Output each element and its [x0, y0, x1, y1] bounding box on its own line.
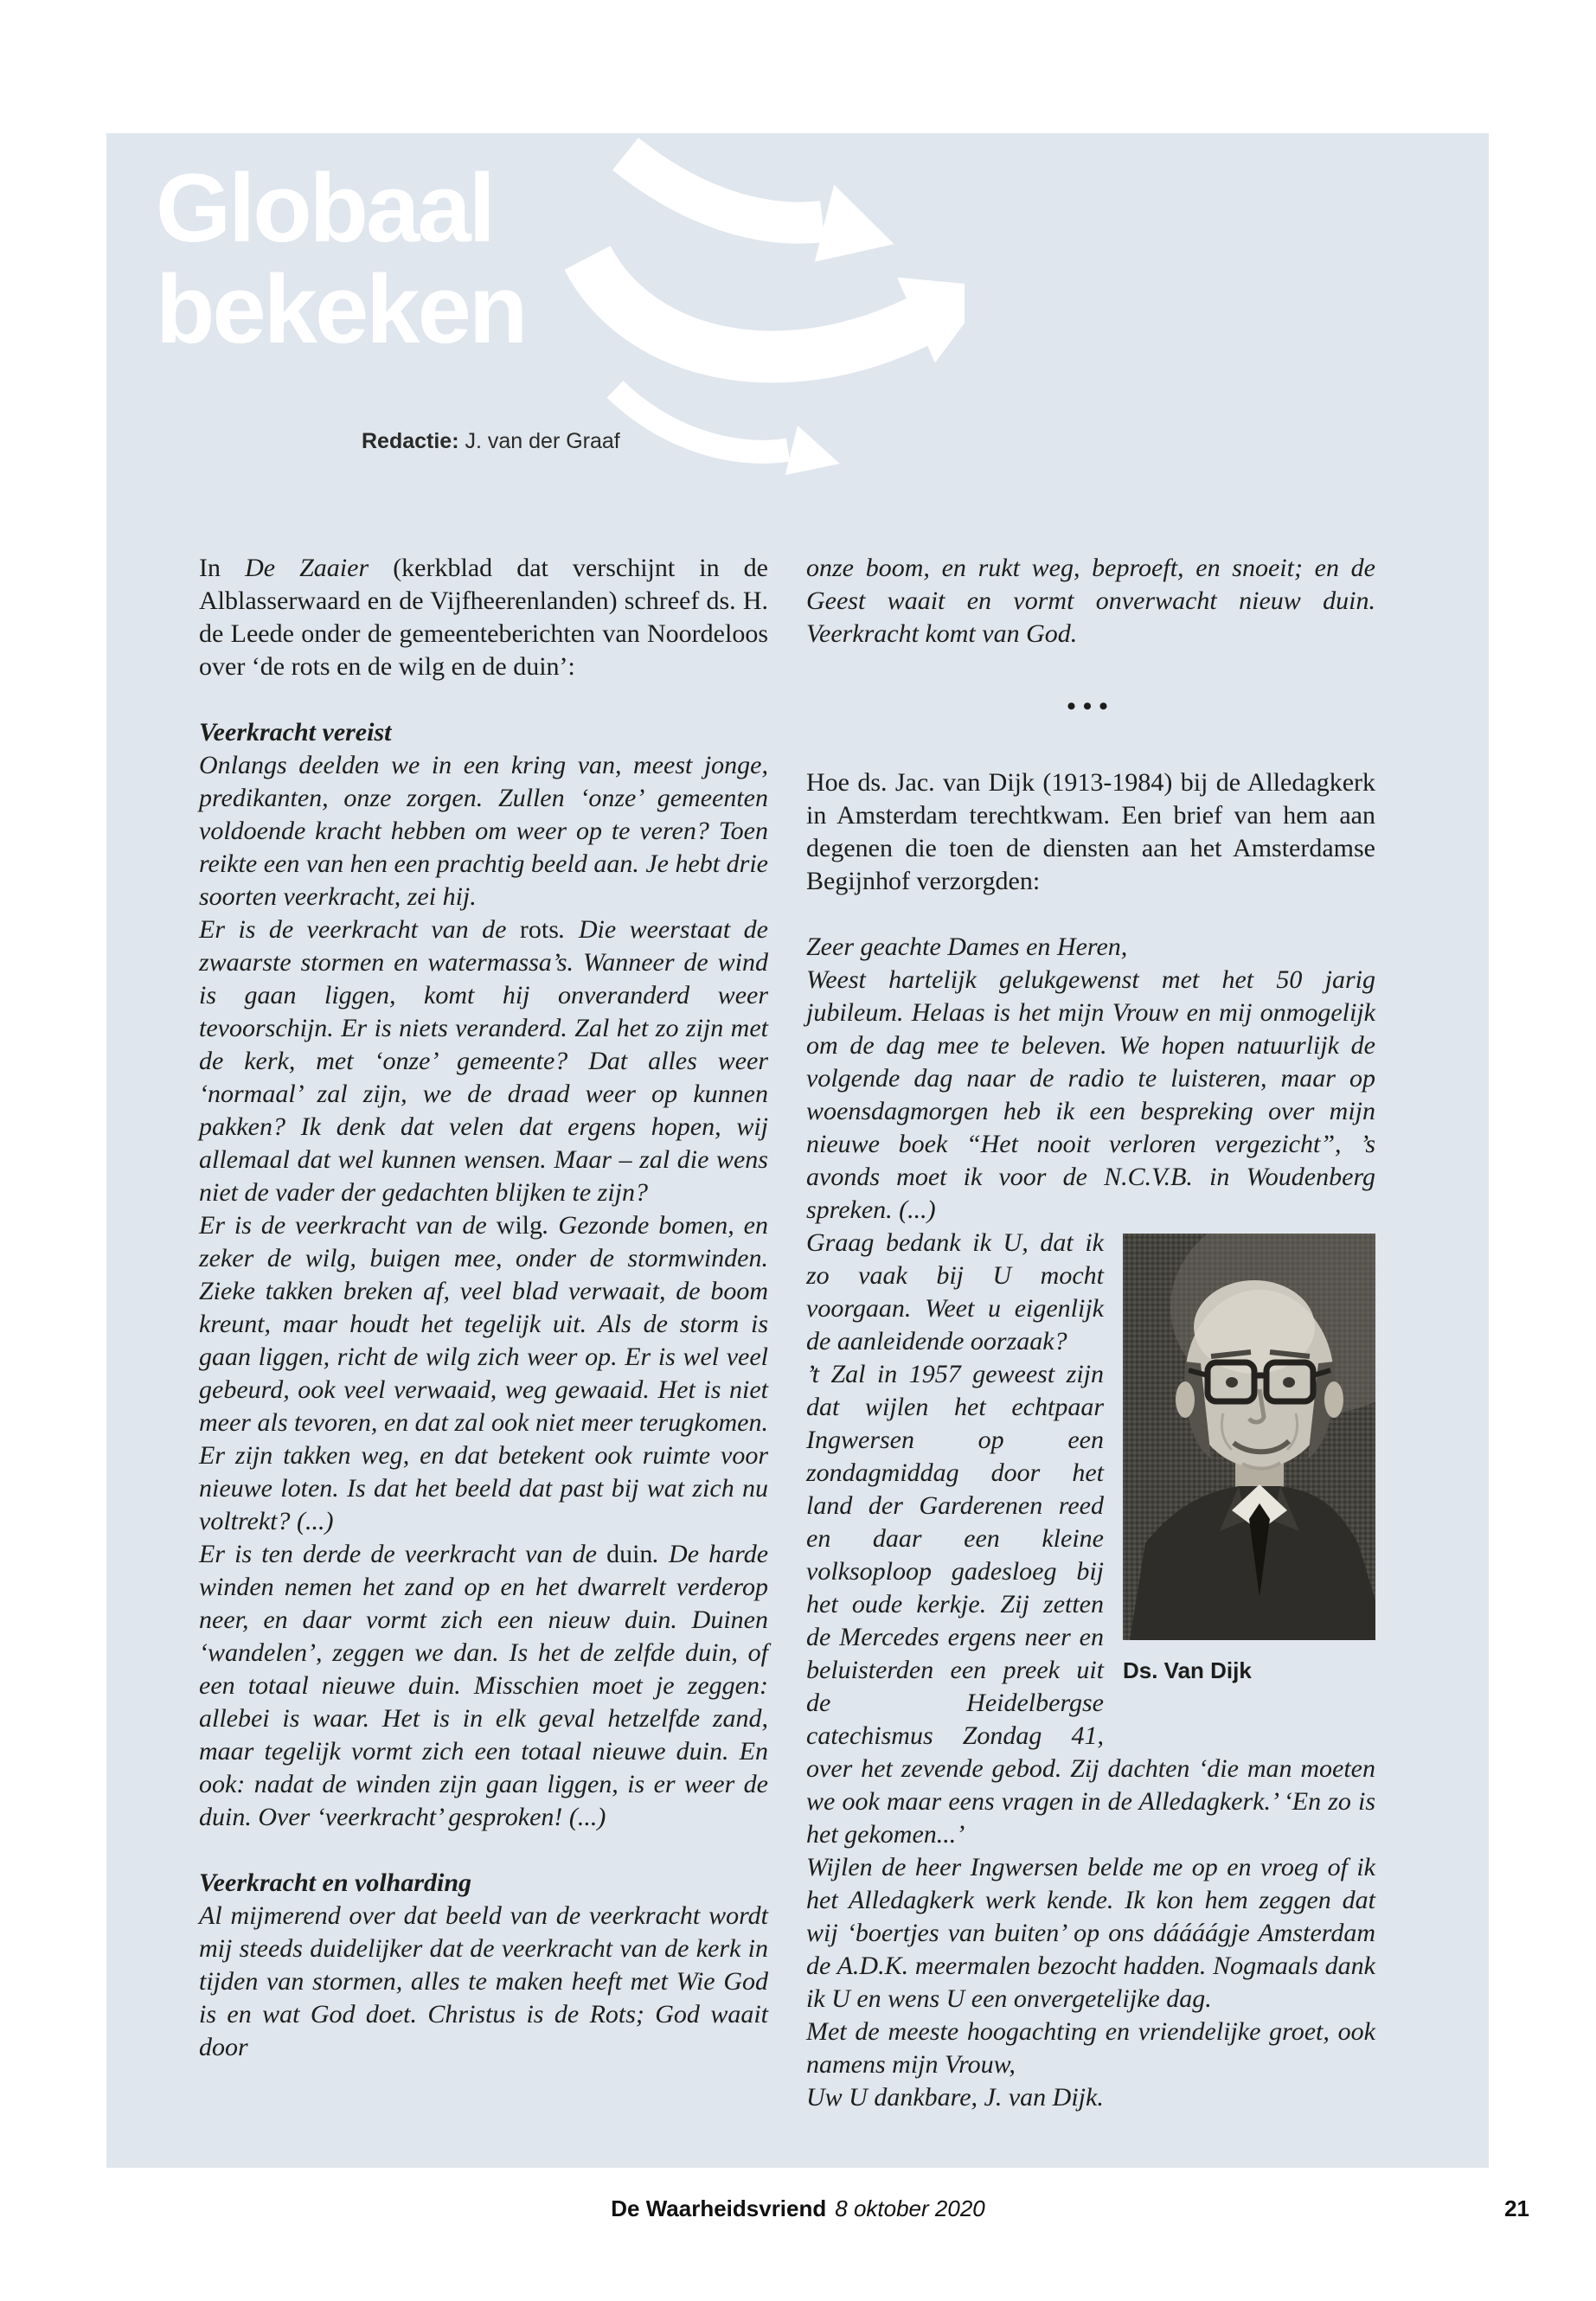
- italic-text-run: Graag bedank ik U, dat ik zo vaak bij U mocht voorgaan. Weet u eigenlijk de aanleidende oorzaak?: [806, 1228, 1104, 1356]
- page-title-line1: Globaal: [156, 154, 493, 262]
- paragraph: [199, 1900, 768, 2064]
- paragraph: [199, 552, 768, 683]
- paragraph: [806, 2081, 1375, 2114]
- roman-text-run: Hoe ds. Jac. van Dijk (1913-1984) bij de Alledagkerk in Amsterdam terechtkwam. Een brief van hem aan degenen die toen de diensten aan het Amsterdamse Begijnhof verzorgden:: [806, 768, 1375, 895]
- paragraph: [806, 964, 1375, 1227]
- right-column: [806, 552, 1375, 2114]
- paragraph: [806, 552, 1375, 651]
- left-column: [199, 552, 768, 2114]
- roman-text-run: rots: [519, 915, 559, 944]
- page-title: [156, 154, 526, 363]
- roman-text-run: (kerkblad dat verschijnt in de Alblasserwaard en de Vijfheerenlanden) schreef ds. H. de Leede onder de gemeenteberichten van Noordeloos over ‘de rots en de wilg en de duin’:: [199, 554, 768, 681]
- italic-text-run: Zeer geachte Dames en Heren,: [806, 933, 1128, 961]
- italic-text-run: Er is ten derde de veerkracht van de: [199, 1540, 607, 1568]
- roman-text-run: In: [199, 554, 246, 582]
- paragraph: [806, 766, 1375, 898]
- photo-caption: Ds. Van Dijk: [1123, 1657, 1252, 1683]
- paragraph: [199, 1209, 768, 1538]
- paragraph: [806, 1851, 1375, 2016]
- italic-text-run: Wijlen de heer Ingwersen belde me op en vroeg of ik het Alledagkerk werk kende. Ik kon hem zeggen dat wij ‘boertjes van buiten’ op ons dáááágje Amsterdam de A.D.K. meermalen bezocht hadden. Nogmaals dank ik U en wens U een onvergetelijke dag.: [806, 1853, 1375, 2013]
- article-body: [199, 552, 1375, 2114]
- italic-text-run: Al mijmerend over dat beeld van de veerkracht wordt mij steeds duidelijker dat de veerkracht van de kerk in tijden van stormen, alles te maken heeft met Wie God is en wat God doet. Christus is de Rots; God waait door: [199, 1901, 768, 2061]
- italic-text-run: Er is de veerkracht van de: [199, 915, 520, 944]
- italic-text-run: Met de meeste hoogachting en vriendelijke groet, ook namens mijn Vrouw,: [806, 2017, 1375, 2079]
- italic-text-run: Onlangs deelden we in een kring van, meest jonge, predikanten, onze zorgen. Zullen ‘onze’ gemeenten voldoende kracht hebben om weer op te veren? Toen reikte een van hen een prachtig beeld aan. Je hebt drie soorten veerkracht, zei hij.: [199, 751, 768, 911]
- roman-text-run: duin: [606, 1540, 653, 1568]
- italic-text-run: onze boom, en rukt weg, beproeft, en snoeit; en de Geest waait en vormt onverwacht nieuw duin. Veerkracht komt van God.: [806, 554, 1375, 648]
- italic-text-run: . Die weerstaat de zwaarste stormen en watermassa’s. Wanneer de wind is gaan liggen, komt hij onveranderd weer tevoorschijn. Er is niets veranderd. Zal het zo zijn met de kerk, met ‘onze’ gemeente? Dat alles weer ‘normaal’ zal zijn, we de draad weer op kunnen pakken? Ik denk dat velen dat ergens hopen, wij allemaal dat wel kunnen wensen. Maar – zal die wens niet de vader der gedachten blijken te zijn?: [199, 915, 768, 1207]
- italic-text-run: Er is de veerkracht van de: [199, 1211, 497, 1240]
- vertical-spacer: [806, 898, 1375, 931]
- italic-text-run: . Gezonde bomen, en zeker de wilg, buigen mee, onder de stormwinden. Zieke takken breken af, veel blad verwaait, de boom kreunt, maar houdt het tegelijk uit. Als de storm is gaan liggen, richt de wilg zich weer op. Er is wel veel gebeurd, ook veel verwaaid, weg gewaaid. Het is niet meer als tevoren, en dat zal ook niet meer terugkomen. Er zijn takken weg, en dat betekent ook ruimte voor nieuwe loten. Is dat het beeld dat past bij wat zich nu voltrekt? (...): [199, 1211, 768, 1535]
- dots-separator: •••: [1067, 692, 1115, 721]
- italic-text-run: ’t Zal in 1957 geweest zijn dat wijlen het echtpaar Ingwersen op een zondagmiddag door het land der Garderenen reed en daar een kleine volksoploop gadesloeg bij het oude kerkje. Zij zetten de Mercedes ergens neer en beluisterden een preek uit de Heidelbergse catechismus Zondag 41, over het zevende gebod. Zij dachten ‘die man moeten we ook maar eens vragen in de Alledagkerk.’ ‘En zo is het gekomen...’: [806, 1360, 1375, 1849]
- redactie-name: J. van der Graaf: [465, 429, 620, 453]
- italic-text-run: Weest hartelijk gelukgewenst met het 50 jarig jubileum. Helaas is het mijn Vrouw en mij onmogelijk om de dag mee te beleven. We hopen natuurlijk de volgende dag naar de radio te luisteren, maar op woensdagmorgen heb ik een bespreking over mijn nieuwe boek “Het nooit verloren vergezicht”, ’s avonds moet ik voor de N.C.V.B. in Woudenberg spreken. (...): [806, 965, 1375, 1224]
- ds-van-dijk-photo: [1123, 1234, 1375, 1640]
- italic-text-run: Uw U dankbare, J. van Dijk.: [806, 2083, 1104, 2112]
- italic-text-run: . De harde winden nemen het zand op en het dwarrelt verderop neer, en daar vormt zich een nieuw duin. Duinen ‘wandelen’, zeggen we dan. Is het de zelfde duin, of een totaal nieuwe duin. Misschien moet je zeggen: allebei is waar. Het is in elk geval hetzelfde zand, maar tegelijk vormt zich een totaal nieuwe duin. En ook: nadat de winden zijn gaan liggen, is er weer de duin. Over ‘veerkracht’ gesproken! (...): [199, 1540, 769, 1831]
- photo-figure: [1123, 1234, 1375, 1687]
- footer-date: 8 oktober 2020: [835, 2195, 985, 2221]
- paragraph: [199, 913, 768, 1209]
- article-panel: [106, 133, 1489, 2168]
- paragraph: [806, 2016, 1375, 2081]
- globe-arrows-logo: [565, 137, 965, 484]
- redactie-label: Redactie:: [362, 429, 459, 453]
- paragraph: [806, 931, 1375, 964]
- page-title-line2: bekeken: [156, 255, 526, 363]
- footer-brand: De Waarheidsvriend: [611, 2195, 827, 2221]
- paragraph: [199, 749, 768, 913]
- page-footer: [0, 2195, 1596, 2222]
- roman-text-run: wilg: [496, 1211, 542, 1240]
- page-number: 21: [1504, 2195, 1529, 2221]
- section-heading: Veerkracht vereist: [199, 718, 392, 747]
- italic-text-run: De Zaaier: [245, 554, 369, 582]
- section-heading: Veerkracht en volharding: [199, 1868, 472, 1897]
- paragraph: [199, 1538, 768, 1834]
- redactie-line: [362, 429, 620, 454]
